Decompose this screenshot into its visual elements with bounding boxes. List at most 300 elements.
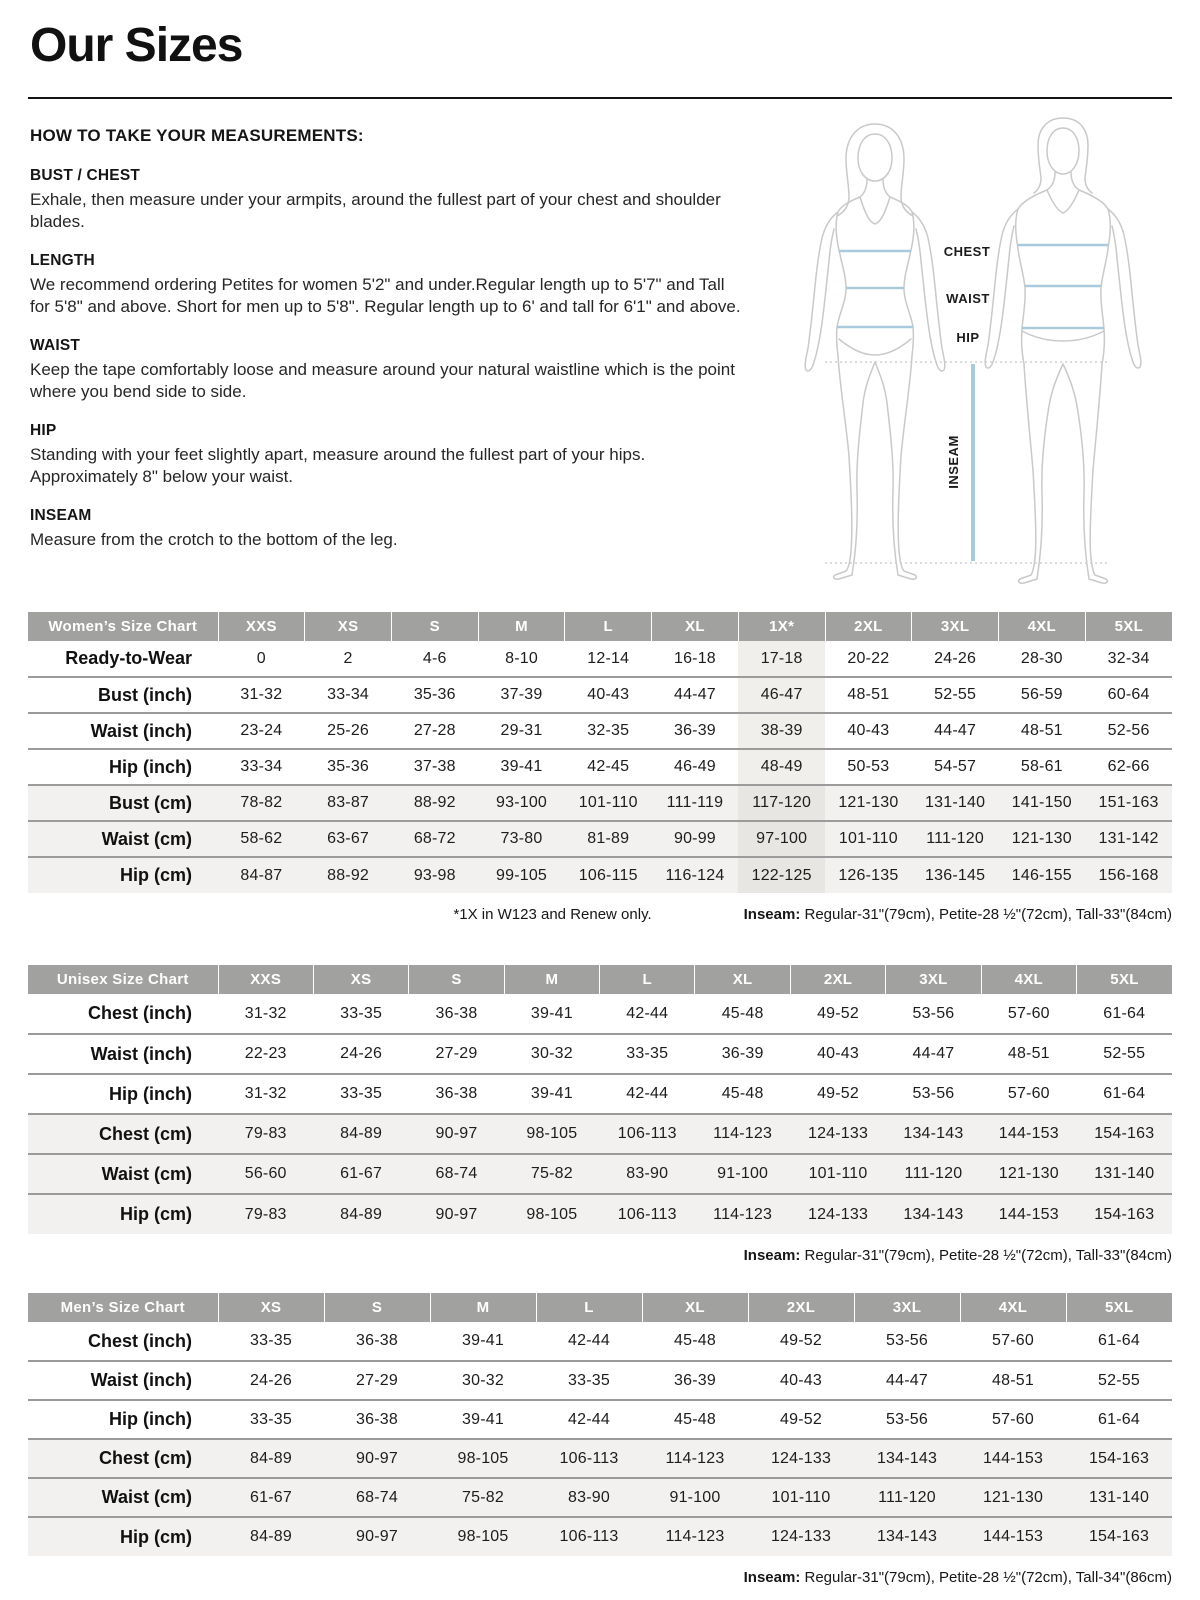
size-column-header: XS [305,612,392,641]
row-label: Bust (inch) [28,677,218,713]
size-cell: 48-51 [992,1371,1034,1389]
size-cell: 144-153 [960,1517,1066,1556]
table-row [28,1361,1172,1400]
size-column-header: 5XL [1085,612,1172,641]
size-cell: 48-51 [1007,1045,1050,1062]
size-cell: 144-153 [981,1114,1076,1154]
size-cell: 131-142 [1085,821,1172,857]
size-column-header: M [504,965,599,994]
size-cell: 48-49 [738,749,825,785]
size-cell: 124-133 [790,1194,885,1234]
table-row [28,677,1172,713]
table-row [28,1074,1172,1114]
size-cell: 27-28 [413,722,456,739]
row-label: Waist (inch) [28,1034,218,1074]
row-label: Bust (cm) [28,785,218,821]
size-column-header: L [536,1293,642,1322]
size-cell: 39-41 [530,1085,573,1102]
instruction-section-bust-chest [30,167,745,234]
size-cell: 17-18 [738,641,825,677]
size-cell: 84-89 [218,1439,324,1478]
size-cell: 36-39 [673,722,716,739]
size-cell: 83-87 [305,785,392,821]
size-cell: 16-18 [673,649,716,667]
size-cell: 61-67 [313,1154,408,1194]
section-body: Keep the tape comfortably loose and measure around your natural waistline which is the point where you bend side to side. [30,359,735,402]
inseam-footnote-label: Inseam: [743,1569,801,1586]
size-cell: 4-6 [422,649,447,667]
size-cell: 57-60 [1007,1004,1050,1022]
size-column-header: XL [642,1293,748,1322]
unisex-size-chart-table-host [28,965,1172,1234]
size-cell: 84-89 [313,1114,408,1154]
size-cell: 154-163 [1077,1114,1172,1154]
size-cell: 48-51 [1020,722,1063,739]
size-cell: 0 [256,649,266,667]
size-cell: 68-72 [391,821,478,857]
size-cell: 35-36 [413,686,456,703]
size-cell: 30-32 [462,1371,504,1389]
size-column-header: 3XL [912,612,999,641]
size-cell: 40-43 [780,1371,822,1389]
size-cell: 134-143 [854,1439,960,1478]
one-x-footnote: *1X in W123 and Renew only. [453,906,652,923]
inseam-footnote [744,1569,1172,1586]
size-cell: 131-140 [912,785,999,821]
size-cell: 144-153 [960,1439,1066,1478]
womens-size-chart-section [28,612,1172,923]
mens-size-chart [28,1293,1172,1556]
size-cell: 114-123 [642,1439,748,1478]
size-cell: 33-35 [568,1371,610,1389]
size-cell: 44-47 [934,722,977,739]
size-cell: 75-82 [504,1154,599,1194]
section-title: WAIST [30,336,81,354]
mens-size-chart-table-host [28,1293,1172,1556]
size-cell: 61-64 [1103,1004,1146,1022]
size-cell: 111-119 [652,785,739,821]
size-charts [28,612,1172,1600]
body-figures-illustration [780,110,1180,590]
size-cell: 42-44 [568,1410,610,1428]
size-cell: 78-82 [218,785,305,821]
size-cell: 36-38 [435,1004,478,1022]
size-cell: 52-55 [1103,1045,1146,1062]
unisex-chart-footnotes [28,1247,1172,1264]
table-row [28,713,1172,749]
size-column-header: 4XL [960,1293,1066,1322]
size-cell: 88-92 [305,857,392,893]
unisex-size-chart-section [28,965,1172,1264]
size-cell: 42-44 [626,1004,669,1022]
inseam-footnote [744,906,1172,923]
size-cell: 53-56 [912,1085,955,1102]
size-cell: 8-10 [505,649,538,667]
size-column-header: 3XL [886,965,981,994]
size-cell: 101-110 [825,821,912,857]
size-cell: 131-140 [1066,1478,1172,1517]
size-cell: 141-150 [998,785,1085,821]
size-cell: 154-163 [1077,1194,1172,1234]
size-cell: 36-39 [721,1045,764,1062]
size-cell: 144-153 [981,1194,1076,1234]
row-label: Hip (cm) [28,1517,218,1556]
size-cell: 124-133 [748,1439,854,1478]
size-cell: 33-35 [250,1410,292,1428]
size-cell: 37-38 [413,758,456,775]
table-row [28,821,1172,857]
measurement-diagram [780,110,1180,590]
table-row [28,1478,1172,1517]
instruction-section-length [30,252,745,319]
size-cell: 154-163 [1066,1517,1172,1556]
size-cell: 58-61 [1020,758,1063,775]
waist-label: WAIST [946,291,990,306]
size-cell: 40-43 [587,686,630,703]
size-cell: 126-135 [825,857,912,893]
size-cell: 84-87 [218,857,305,893]
size-cell: 57-60 [1007,1085,1050,1102]
size-column-header: M [478,612,565,641]
section-title: HIP [30,421,57,439]
size-cell: 32-35 [587,722,630,739]
size-cell: 90-97 [324,1439,430,1478]
table-row [28,1400,1172,1439]
womens-chart-footnotes [28,906,1172,923]
section-body: Measure from the crotch to the bottom of the leg. [30,529,398,549]
size-cell: 53-56 [912,1004,955,1022]
size-cell: 61-67 [218,1478,324,1517]
size-cell: 33-35 [340,1085,383,1102]
size-cell: 61-64 [1098,1410,1140,1428]
size-cell: 46-47 [738,677,825,713]
size-cell: 151-163 [1085,785,1172,821]
size-cell: 37-39 [500,686,543,703]
size-cell: 22-23 [244,1045,287,1062]
size-column-header: S [409,965,504,994]
size-cell: 53-56 [886,1410,928,1428]
size-column-header: 3XL [854,1293,960,1322]
size-column-header: 2XL [825,612,912,641]
size-cell: 121-130 [998,821,1085,857]
row-label: Chest (cm) [28,1439,218,1478]
section-title: LENGTH [30,251,95,269]
size-cell: 53-56 [886,1332,928,1349]
size-cell: 23-24 [240,722,283,739]
inseam-footnote-label: Inseam: [743,1247,801,1264]
size-cell: 73-80 [478,821,565,857]
table-row [28,857,1172,893]
size-cell: 121-130 [825,785,912,821]
table-row [28,1114,1172,1154]
size-cell: 111-120 [886,1154,981,1194]
size-cell: 84-89 [313,1194,408,1234]
size-cell: 106-113 [536,1439,642,1478]
inseam-label: INSEAM [946,435,961,489]
mens-size-chart-section [28,1293,1172,1586]
instruction-section-inseam [30,507,745,551]
size-cell: 98-105 [504,1194,599,1234]
size-cell: 111-120 [912,821,999,857]
size-cell: 114-123 [695,1114,790,1154]
size-cell: 38-39 [738,713,825,749]
size-cell: 101-110 [565,785,652,821]
size-column-header: 2XL [790,965,885,994]
row-label: Hip (inch) [28,1074,218,1114]
size-cell: 124-133 [748,1517,854,1556]
table-title: Unisex Size Chart [28,965,218,994]
womens-size-chart-table-host [28,612,1172,893]
size-cell: 106-113 [600,1114,695,1154]
womens-size-chart [28,612,1172,893]
size-cell: 62-66 [1107,758,1150,775]
size-cell: 124-133 [790,1114,885,1154]
size-column-header: 2XL [748,1293,854,1322]
size-cell: 131-140 [1077,1154,1172,1194]
size-cell: 106-115 [565,857,652,893]
table-row [28,1322,1172,1361]
size-cell: 40-43 [817,1045,859,1062]
size-cell: 98-105 [430,1517,536,1556]
inseam-footnote [744,1247,1172,1264]
size-cell: 49-52 [817,1004,859,1022]
size-cell: 57-60 [992,1332,1034,1349]
size-cell: 114-123 [642,1517,748,1556]
size-column-header: 1X* [738,612,825,641]
size-cell: 36-38 [356,1332,398,1349]
size-cell: 106-113 [536,1517,642,1556]
size-cell: 45-48 [721,1085,764,1102]
size-cell: 44-47 [886,1371,928,1389]
size-cell: 91-100 [642,1478,748,1517]
size-cell: 101-110 [748,1478,854,1517]
size-cell: 63-67 [305,821,392,857]
row-label: Chest (inch) [28,994,218,1034]
section-body: Standing with your feet slightly apart, measure around the fullest part of your hips. Approximately 8" below your waist. [30,444,646,487]
size-cell: 42-45 [587,758,630,775]
size-cell: 121-130 [960,1478,1066,1517]
size-cell: 111-120 [854,1478,960,1517]
size-column-header: XS [218,1293,324,1322]
size-cell: 32-34 [1107,649,1150,667]
mens-chart-footnotes [28,1569,1172,1586]
size-cell: 33-35 [250,1332,292,1349]
size-cell: 49-52 [780,1332,822,1349]
size-cell: 42-44 [568,1332,610,1349]
table-row [28,749,1172,785]
size-cell: 136-145 [912,857,999,893]
table-row [28,1154,1172,1194]
title-divider [28,97,1172,99]
size-cell: 24-26 [934,649,977,667]
size-cell: 39-41 [500,758,543,775]
size-cell: 49-52 [817,1085,859,1102]
chest-label: CHEST [943,244,991,259]
size-cell: 28-30 [1020,649,1063,667]
size-cell: 90-97 [324,1517,430,1556]
size-cell: 98-105 [430,1439,536,1478]
size-cell: 44-47 [912,1045,955,1062]
size-cell: 79-83 [218,1114,313,1154]
size-cell: 93-98 [391,857,478,893]
unisex-size-chart [28,965,1172,1234]
size-cell: 79-83 [218,1194,313,1234]
size-cell: 68-74 [324,1478,430,1517]
size-cell: 91-100 [695,1154,790,1194]
table-row [28,1194,1172,1234]
size-cell: 50-53 [847,758,890,775]
row-label: Waist (cm) [28,1478,218,1517]
header-row [28,965,1172,994]
section-title: INSEAM [30,506,92,524]
row-label: Chest (inch) [28,1322,218,1361]
size-cell: 52-55 [934,686,977,703]
inseam-footnote-text: Regular-31"(79cm), Petite-28 ½"(72cm), Tall-33"(84cm) [800,906,1172,923]
size-cell: 56-60 [218,1154,313,1194]
size-column-header: L [600,965,695,994]
row-label: Waist (cm) [28,821,218,857]
instruction-section-waist [30,337,745,404]
size-cell: 98-105 [504,1114,599,1154]
size-cell: 75-82 [430,1478,536,1517]
size-cell: 101-110 [790,1154,885,1194]
size-column-header: 4XL [998,612,1085,641]
section-body: We recommend ordering Petites for women 5'2" and under.Regular length up to 5'7" and Tall for 5'8" and above. Short for men up to 5'8". Regular length up to 6' and tall for 6'1" and above. [30,274,741,317]
table-row [28,1439,1172,1478]
woman-figure-outline [805,124,945,579]
table-title: Women’s Size Chart [28,612,218,641]
instruction-section-hip [30,422,745,489]
table-row [28,785,1172,821]
size-cell: 39-41 [462,1410,504,1428]
size-cell: 35-36 [327,758,370,775]
row-label: Chest (cm) [28,1114,218,1154]
size-cell: 42-44 [626,1085,669,1102]
size-column-header: XXS [218,612,305,641]
size-cell: 146-155 [998,857,1085,893]
size-cell: 33-34 [327,686,370,703]
header-row [28,612,1172,641]
row-label: Hip (cm) [28,1194,218,1234]
size-cell: 61-64 [1103,1085,1146,1102]
size-cell: 39-41 [530,1004,573,1022]
size-cell: 106-113 [600,1194,695,1234]
header-row [28,1293,1172,1322]
size-cell: 31-32 [244,1085,287,1102]
table-row [28,994,1172,1034]
size-cell: 46-49 [673,758,716,775]
row-label: Ready-to-Wear [28,641,218,677]
size-cell: 84-89 [218,1517,324,1556]
size-cell: 83-90 [536,1478,642,1517]
hip-label: HIP [956,330,980,345]
size-cell: 114-123 [695,1194,790,1234]
size-cell: 39-41 [462,1332,504,1349]
size-cell: 25-26 [327,722,370,739]
size-cell: 134-143 [886,1114,981,1154]
row-label: Waist (inch) [28,1361,218,1400]
size-cell: 134-143 [886,1194,981,1234]
size-cell: 33-34 [240,758,283,775]
measurement-instructions [30,126,745,569]
size-cell: 36-38 [435,1085,478,1102]
table-row [28,641,1172,677]
size-column-header: XL [652,612,739,641]
size-cell: 36-39 [674,1371,716,1389]
size-cell: 117-120 [738,785,825,821]
size-cell: 40-43 [847,722,890,739]
instructions-heading: HOW TO TAKE YOUR MEASUREMENTS: [30,126,364,145]
size-cell: 61-64 [1098,1332,1140,1349]
size-cell: 27-29 [435,1045,478,1062]
size-column-header: 4XL [981,965,1076,994]
size-cell: 83-90 [600,1154,695,1194]
table-row [28,1517,1172,1556]
row-label: Hip (cm) [28,857,218,893]
size-cell: 57-60 [992,1410,1034,1428]
section-body: Exhale, then measure under your armpits, around the fullest part of your chest and shoulder blades. [30,190,721,232]
size-cell: 93-100 [478,785,565,821]
size-cell: 154-163 [1066,1439,1172,1478]
row-label: Waist (inch) [28,713,218,749]
size-cell: 31-32 [244,1004,287,1022]
size-cell: 36-38 [356,1410,398,1428]
size-cell: 81-89 [565,821,652,857]
size-cell: 90-97 [409,1114,504,1154]
size-cell: 60-64 [1107,686,1150,703]
inseam-footnote-text: Regular-31"(79cm), Petite-28 ½"(72cm), Tall-33"(84cm) [800,1247,1172,1264]
size-cell: 30-32 [530,1045,573,1062]
row-label: Waist (cm) [28,1154,218,1194]
size-cell: 58-62 [218,821,305,857]
size-column-header: 5XL [1066,1293,1172,1322]
row-label: Hip (inch) [28,1400,218,1439]
size-cell: 44-47 [673,686,716,703]
size-cell: 134-143 [854,1517,960,1556]
size-cell: 97-100 [738,821,825,857]
size-column-header: 5XL [1077,965,1172,994]
size-cell: 68-74 [409,1154,504,1194]
size-column-header: XS [313,965,408,994]
inseam-footnote-label: Inseam: [743,906,801,923]
table-title: Men’s Size Chart [28,1293,218,1322]
size-cell: 116-124 [652,857,739,893]
size-column-header: M [430,1293,536,1322]
size-cell: 27-29 [356,1371,398,1389]
size-cell: 12-14 [587,649,630,667]
size-cell: 33-35 [340,1004,383,1022]
size-column-header: S [324,1293,430,1322]
size-cell: 24-26 [340,1045,383,1062]
man-figure-outline [985,118,1141,583]
size-cell: 52-56 [1107,722,1150,739]
size-cell: 49-52 [780,1410,822,1428]
size-column-header: XL [695,965,790,994]
size-column-header: S [391,612,478,641]
size-cell: 52-55 [1098,1371,1140,1389]
size-cell: 156-168 [1085,857,1172,893]
size-cell: 2 [343,649,353,667]
size-cell: 31-32 [240,686,283,703]
size-cell: 121-130 [981,1154,1076,1194]
size-cell: 29-31 [500,722,543,739]
size-cell: 45-48 [674,1332,716,1349]
size-cell: 24-26 [250,1371,292,1389]
size-cell: 33-35 [626,1045,669,1062]
size-cell: 54-57 [934,758,977,775]
size-cell: 20-22 [847,649,890,667]
size-column-header: XXS [218,965,313,994]
